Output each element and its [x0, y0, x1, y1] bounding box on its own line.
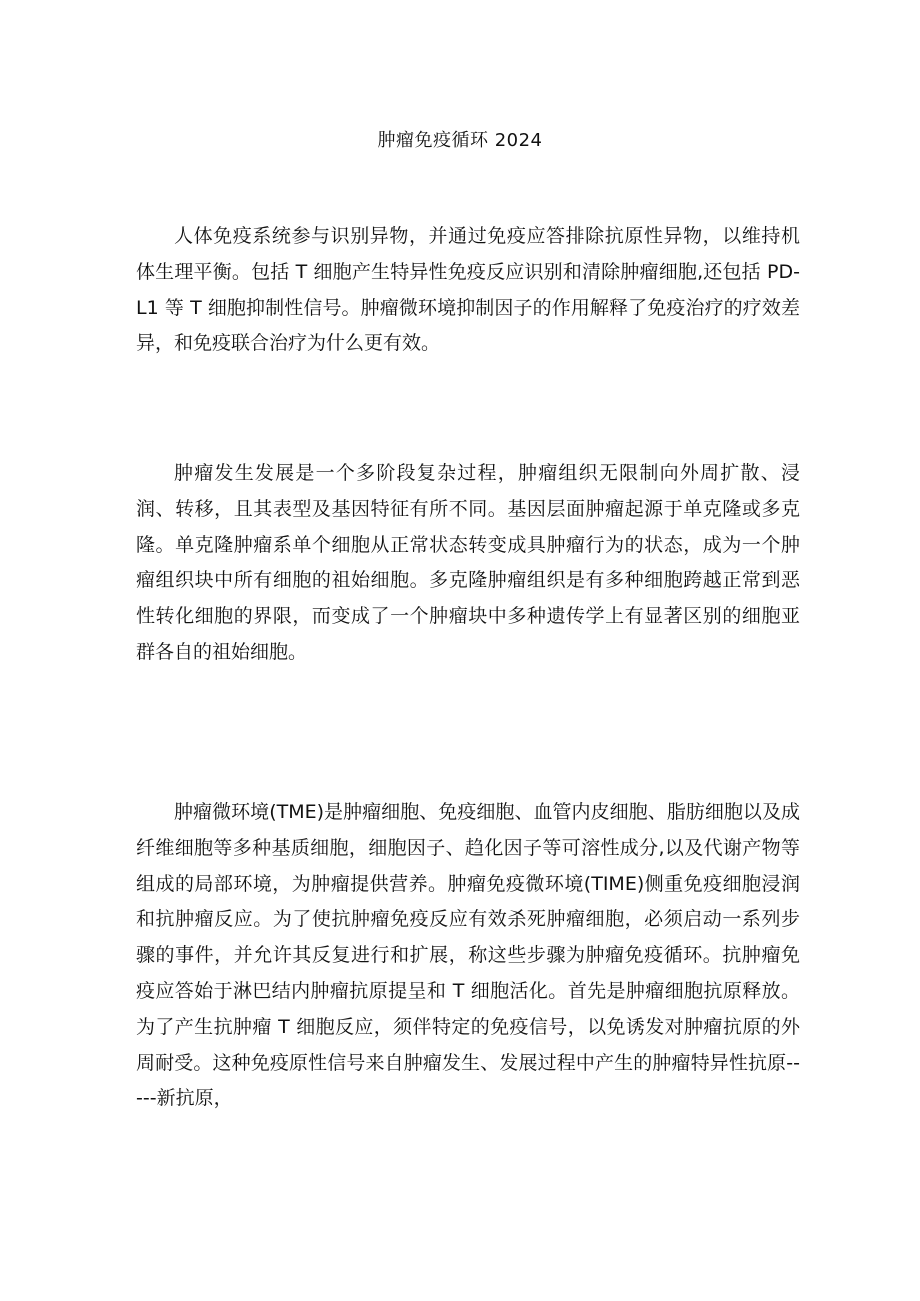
- paragraph-immune-system: 人体免疫系统参与识别异物，并通过免疫应答排除抗原性异物，以维持机体生理平衡。包括 T 细胞产生特异性免疫反应识别和清除肿瘤细胞,还包括 PD-L1 等 T 细胞抑制性信号。肿瘤微环境抑制因子的作用解释了免疫治疗的疗效差异，和免疫联合治疗为什么更有效。: [136, 225, 800, 355]
- document-title: 肿瘤免疫循环 2024: [377, 130, 543, 151]
- paragraph-tumor-development: 肿瘤发生发展是一个多阶段复杂过程，肿瘤组织无限制向外周扩散、浸润、转移，且其表型及基因特征有所不同。基因层面肿瘤起源于单克隆或多克隆。单克隆肿瘤系单个细胞从正常状态转变成具肿瘤行为的状态，成为一个肿瘤组织块中所有细胞的祖始细胞。多克隆肿瘤组织是有多种细胞跨越正常到恶性转化细胞的界限，而变成了一个肿瘤块中多种遗传学上有显著区别的细胞亚群各自的祖始细胞。: [136, 462, 800, 663]
- paragraph-tumor-microenvironment: 肿瘤微环境(TME)是肿瘤细胞、免疫细胞、血管内皮细胞、脂肪细胞以及成纤维细胞等多种基质细胞，细胞因子、趋化因子等可溶性成分,以及代谢产物等组成的局部环境，为肿瘤提供营养。肿瘤免疫微环境(TIME)侧重免疫细胞浸润和抗肿瘤反应。为了使抗肿瘤免疫反应有效杀死肿瘤细胞，必须启动一系列步骤的事件，并允许其反复进行和扩展，称这些步骤为肿瘤免疫循环。抗肿瘤免疫应答始于淋巴结内肿瘤抗原提呈和 T 细胞活化。首先是肿瘤细胞抗原释放。为了产生抗肿瘤 T 细胞反应，须伴特定的免疫信号，以免诱发对肿瘤抗原的外周耐受。这种免疫原性信号来自肿瘤发生、发展过程中产生的肿瘤特异性抗原-----新抗原，: [136, 801, 800, 1110]
